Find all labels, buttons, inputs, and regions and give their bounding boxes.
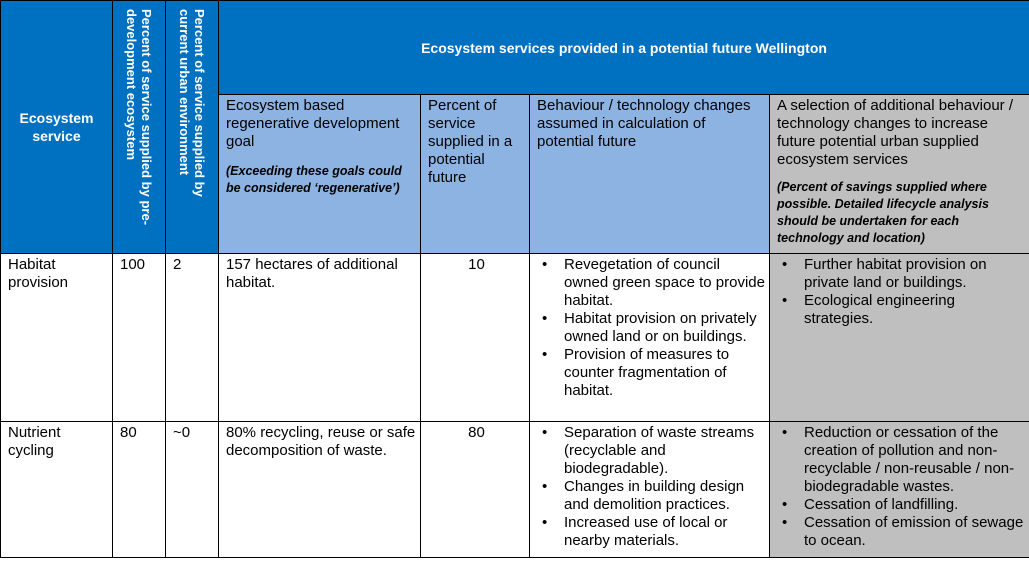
current-urban-cell: 2 [166,254,219,422]
future-percent-cell: 10 [421,254,530,422]
additional-list [777,256,1025,328]
header-pre-development [113,1,166,254]
list-item: • Separation of waste streams (recyclable and biodegradable). [537,424,765,478]
behaviour-cell [530,254,770,422]
list-item: • Provision of measures to counter fragmentation of habitat. [537,346,765,400]
header-behaviour [530,95,770,254]
header-goal-label: Ecosystem based regenerative development goal [226,97,400,150]
table-row [1,422,1029,558]
header-additional-note: (Percent of savings supplied where possible. Detailed lifecycle analysis should be undertaken for each technology and location) [777,180,989,245]
table-row [1,254,1029,422]
header-pre-development-label: Percent of service supplied by pre-development ecosystem [124,8,154,225]
header-future-title-label: Ecosystem services provided in a potential future Wellington [421,39,827,56]
service-cell: Habitat provision [1,254,113,422]
behaviour-cell [530,422,770,558]
header-ecosystem-service [1,1,113,254]
header-behaviour-label: Behaviour / technology changes assumed in calculation of potential future [537,97,751,150]
list-item: • Ecological engineering strategies. [777,292,1025,328]
list-item: • Revegetation of council owned green space to provide habitat. [537,256,765,310]
list-item: • Habitat provision on privately owned land or on buildings. [537,310,765,346]
goal-cell: 157 hectares of additional habitat. [219,254,421,422]
behaviour-list [537,256,765,400]
list-item: • Further habitat provision on private land or buildings. [777,256,1025,292]
header-percent-future [421,95,530,254]
header-future-title [219,1,1029,95]
header-goal-note: (Exceeding these goals could be considered ‘regenerative’) [226,164,402,195]
list-item: • Changes in building design and demolition practices. [537,478,765,514]
list-item: • Reduction or cessation of the creation of pollution and non-recyclable / non-reusable / non-biodegradable wastes. [777,424,1025,496]
list-item: • Cessation of emission of sewage to ocean. [777,514,1025,550]
header-goal [219,95,421,254]
header-additional-label: A selection of additional behaviour / technology changes to increase future potential urban supplied ecosystem services [777,97,1013,168]
service-cell: Nutrient cycling [1,422,113,558]
additional-cell [770,254,1029,422]
list-item: • Increased use of local or nearby materials. [537,514,765,550]
header-percent-future-label: Percent of service supplied in a potential future [428,97,513,186]
goal-cell: 80% recycling, reuse or safe decomposition of waste. [219,422,421,558]
header-additional [770,95,1029,254]
future-percent-cell: 80 [421,422,530,558]
header-current-urban-label: Percent of service supplied by current urban environment [177,8,207,197]
current-urban-cell: ~0 [166,422,219,558]
header-current-urban [166,1,219,254]
header-ecosystem-service-label: Ecosystem service [19,110,94,144]
behaviour-list [537,424,765,550]
additional-cell [770,422,1029,558]
additional-list [777,424,1025,550]
pre-development-cell: 80 [113,422,166,558]
list-item: • Cessation of landfilling. [777,496,1025,514]
pre-development-cell: 100 [113,254,166,422]
